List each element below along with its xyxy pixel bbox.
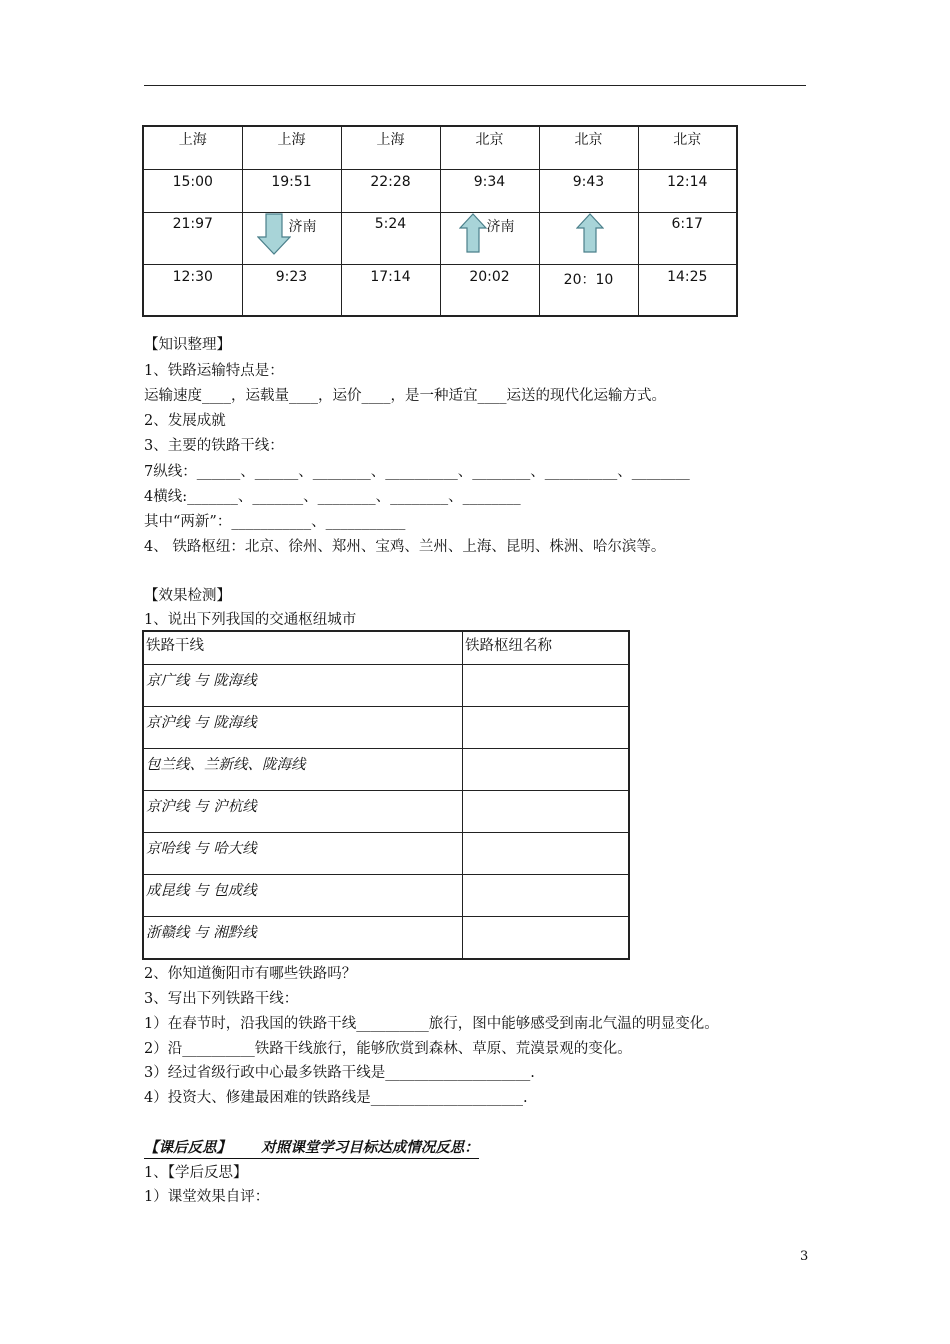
railway-line-cell: 成昆线 与 包成线	[143, 875, 463, 917]
hub-answer-cell[interactable]	[463, 875, 630, 917]
hub-answer-cell[interactable]	[463, 833, 630, 875]
table-cell: 北京	[539, 126, 638, 170]
table-cell: 14:25	[638, 265, 737, 317]
table-cell: 15:00	[143, 170, 242, 213]
page-number: 3	[800, 1249, 809, 1264]
table-cell: 17:14	[341, 265, 440, 317]
train-timetable	[142, 125, 738, 317]
railway-line-cell: 浙赣线 与 湘黔线	[143, 917, 463, 960]
table-cell-label: 济南	[288, 219, 317, 235]
table-cell: 9:43	[539, 170, 638, 213]
hub-answer-cell[interactable]	[463, 665, 630, 707]
railway-line-cell: 包兰线、兰新线、陇海线	[143, 749, 463, 791]
table-cell	[440, 213, 539, 265]
section-heading-check: 【效果检测】	[144, 588, 231, 604]
section-heading-knowledge: 【知识整理】	[144, 337, 231, 353]
table-row	[143, 170, 737, 213]
table-cell: 上海	[341, 126, 440, 170]
arrow-up-icon	[459, 213, 487, 253]
railway-line-cell: 京哈线 与 哈大线	[143, 833, 463, 875]
table-cell: 9:23	[242, 265, 341, 317]
table-row	[143, 265, 737, 317]
table-row	[143, 665, 629, 707]
table-cell	[242, 213, 341, 265]
question-1: 1、说出下列我国的交通枢纽城市	[144, 612, 357, 628]
question-3-1: 1）在春节时，沿我国的铁路干线__________旅行，图中能够感受到南北气温的明显变化。	[144, 1016, 719, 1032]
table-row	[143, 833, 629, 875]
knowledge-item-1-detail: 运输速度____，运载量____，运价____，是一种适宜____运送的现代化运输方式。	[144, 388, 666, 404]
question-3-3: 3）经过省级行政中心最多铁路干线是____________________.	[144, 1065, 535, 1081]
table-cell: 20：10	[539, 265, 638, 317]
table-cell: 12:30	[143, 265, 242, 317]
table-cell: 22:28	[341, 170, 440, 213]
table-cell: 上海	[242, 126, 341, 170]
question-3-2: 2）沿__________铁路干线旅行，能够欣赏到森林、草原、荒漠景观的变化。	[144, 1041, 632, 1057]
table-cell: 6:17	[638, 213, 737, 265]
table-cell: 12:14	[638, 170, 737, 213]
railway-line-cell: 京广线 与 陇海线	[143, 665, 463, 707]
table-row	[143, 213, 737, 265]
table-cell-label: 济南	[486, 219, 515, 235]
table-row	[143, 917, 629, 960]
table-row	[143, 749, 629, 791]
horizontal-lines-blanks: 4横线:_______、_______、________、________、________	[144, 489, 521, 505]
reflection-item-1-1: 1）课堂效果自评：	[144, 1189, 270, 1205]
question-3: 3、写出下列铁路干线：	[144, 991, 299, 1007]
column-header-hub: 铁路枢纽名称	[463, 631, 630, 665]
table-cell	[539, 213, 638, 265]
table-cell: 上海	[143, 126, 242, 170]
railway-line-cell: 京沪线 与 陇海线	[143, 707, 463, 749]
hub-answer-cell[interactable]	[463, 791, 630, 833]
vertical-lines-blanks: 7纵线：______、______、________、__________、________、__________、________	[144, 464, 690, 480]
table-cell: 北京	[440, 126, 539, 170]
table-cell: 20:02	[440, 265, 539, 317]
hub-answer-cell[interactable]	[463, 749, 630, 791]
table-row	[143, 126, 737, 170]
column-header-railway: 铁路干线	[143, 631, 463, 665]
header-rule	[144, 85, 806, 86]
table-cell: 21:97	[143, 213, 242, 265]
railway-hub-table	[142, 630, 630, 960]
reflection-item-1: 1、【学后反思】	[144, 1165, 248, 1181]
knowledge-item-3: 3、主要的铁路干线：	[144, 438, 284, 454]
table-header-row	[143, 631, 629, 665]
railway-line-cell: 京沪线 与 沪杭线	[143, 791, 463, 833]
knowledge-item-4: 4、 铁路枢纽：北京、徐州、郑州、宝鸡、兰州、上海、昆明、株洲、哈尔滨等。	[144, 539, 666, 555]
table-row	[143, 791, 629, 833]
question-2: 2、你知道衡阳市有哪些铁路吗？	[144, 966, 357, 982]
hub-answer-cell[interactable]	[463, 707, 630, 749]
hub-answer-cell[interactable]	[463, 917, 630, 960]
knowledge-item-1: 1、铁路运输特点是：	[144, 363, 284, 379]
arrow-up-icon	[576, 213, 604, 253]
table-cell: 19:51	[242, 170, 341, 213]
table-row	[143, 875, 629, 917]
arrow-down-icon	[257, 213, 291, 255]
two-new-lines-blanks: 其中“两新”：___________、___________	[144, 514, 406, 530]
table-row	[143, 707, 629, 749]
table-cell: 5:24	[341, 213, 440, 265]
table-cell: 9:34	[440, 170, 539, 213]
knowledge-item-2: 2、发展成就	[144, 413, 226, 429]
table-cell: 北京	[638, 126, 737, 170]
question-3-4: 4）投资大、修建最困难的铁路线是_____________________.	[144, 1090, 528, 1106]
section-heading-reflection: 【课后反思】 对照课堂学习目标达成情况反思：	[144, 1136, 479, 1159]
